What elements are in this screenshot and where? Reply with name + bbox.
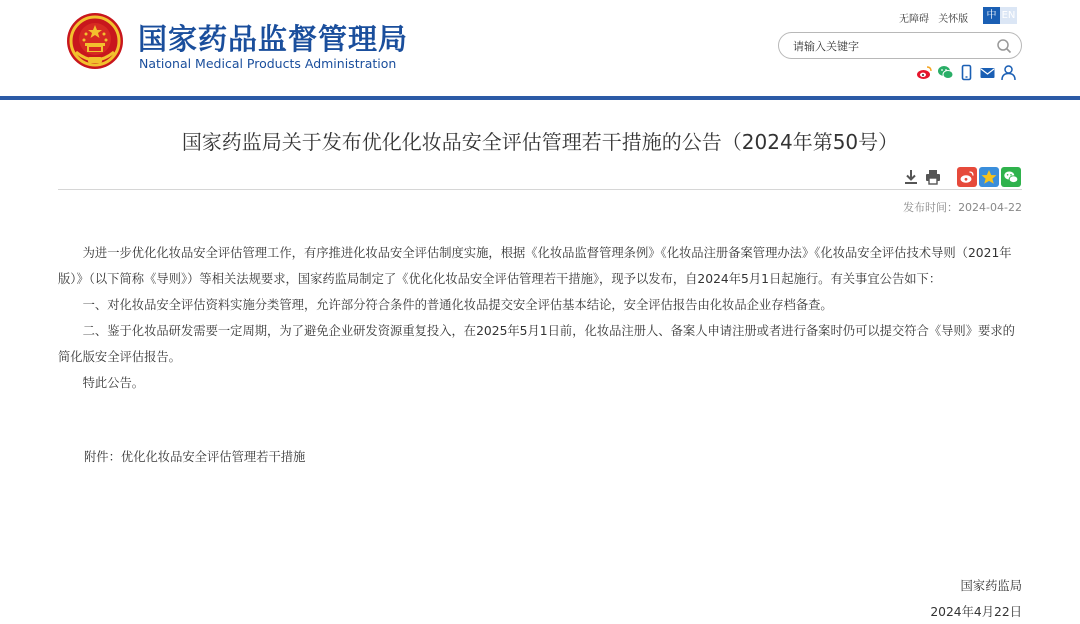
top-links	[899, 10, 974, 25]
signature-org: 国家药监局	[960, 579, 1022, 593]
site-title-en: National Medical Products Administration	[139, 56, 397, 71]
lang-chinese-button[interactable]: 中	[983, 7, 1000, 24]
national-emblem-icon	[66, 12, 124, 70]
search-box	[778, 32, 1022, 59]
article-body	[58, 240, 1022, 396]
wechat-icon[interactable]	[937, 64, 954, 81]
title-divider	[58, 189, 1022, 190]
share-qzone-icon[interactable]	[979, 167, 999, 187]
user-icon[interactable]	[1000, 64, 1017, 81]
publish-date: 2024-04-22	[958, 201, 1022, 214]
social-links	[916, 64, 1017, 81]
print-icon[interactable]	[925, 169, 941, 185]
paragraph-item-1: 一、对化妆品安全评估资料实施分类管理，允许部分符合条件的普通化妆品提交安全评估基本结论，安全评估报告由化妆品企业存档备查。	[82, 298, 833, 312]
care-mode-link[interactable]: 关怀版	[938, 14, 969, 25]
share-wechat-icon[interactable]	[1001, 167, 1021, 187]
paragraph-intro: 为进一步优化化妆品安全评估管理工作，有序推进化妆品安全评估制度实施，根据《化妆品监督管理条例》《化妆品注册备案管理办法》《化妆品安全评估技术导则（2021年版）》（以下简称《导则》）等相关法规要求，国家药监局制定了《优化化妆品安全评估管理若干措施》，现予以发布，自2024年5月1日起施行。有关事宜公告如下：	[58, 246, 1012, 286]
mobile-icon[interactable]	[958, 64, 975, 81]
mail-icon[interactable]	[979, 64, 996, 81]
language-switch	[983, 7, 1017, 24]
share-weibo-icon[interactable]	[957, 167, 977, 187]
site-title-cn: 国家药品监督管理局	[138, 22, 409, 56]
article-title: 国家药监局关于发布优化化妆品安全评估管理若干措施的公告（2024年第50号）	[181, 130, 899, 154]
article-tools	[903, 169, 941, 185]
publish-time	[903, 199, 1022, 215]
weibo-icon[interactable]	[916, 64, 933, 81]
search-input[interactable]	[793, 37, 989, 55]
download-icon[interactable]	[903, 169, 919, 185]
header-divider	[0, 96, 1080, 100]
attachment-link[interactable]: 附件：优化化妆品安全评估管理若干措施	[84, 450, 306, 464]
publish-label: 发布时间：	[903, 201, 959, 214]
lang-english-button[interactable]: EN	[1000, 7, 1017, 24]
site-header	[0, 0, 1080, 97]
search-icon[interactable]	[996, 38, 1012, 54]
accessibility-link[interactable]: 无障碍	[899, 14, 929, 25]
share-buttons	[957, 167, 1021, 187]
signature-date: 2024年4月22日	[930, 605, 1022, 619]
paragraph-item-2: 二、鉴于化妆品研发需要一定周期，为了避免企业研发资源重复投入，在2025年5月1日前，化妆品注册人、备案人申请注册或者进行备案时仍可以提交符合《导则》要求的简化版安全评估报告。	[58, 324, 1015, 364]
paragraph-closing: 特此公告。	[82, 376, 145, 390]
